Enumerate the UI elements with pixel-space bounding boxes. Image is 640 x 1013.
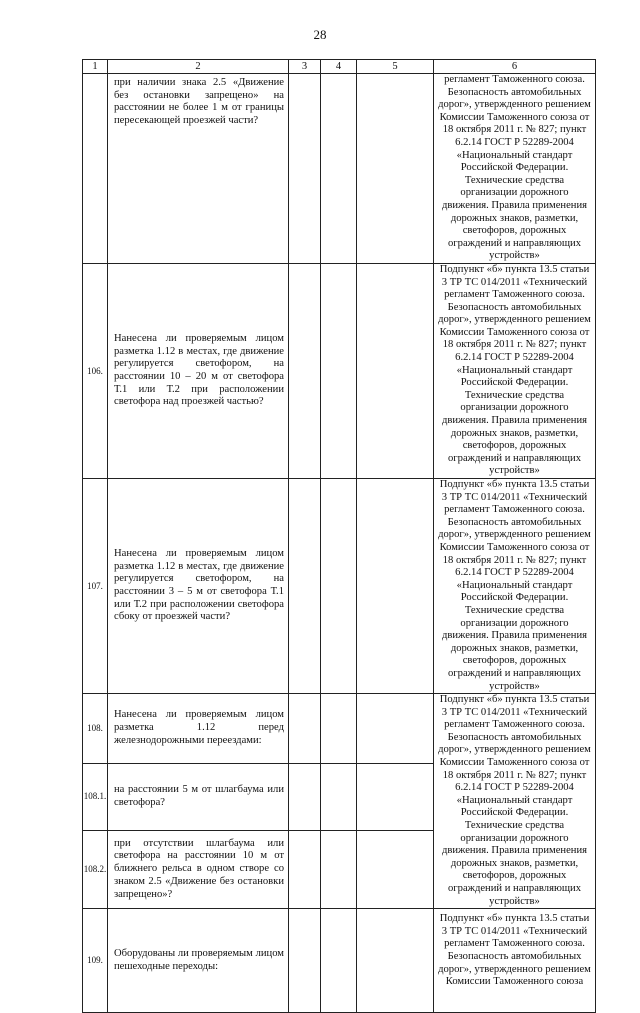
empty-cell — [321, 694, 357, 763]
table-row — [83, 74, 596, 264]
column-header: 2 — [108, 60, 289, 74]
reference-cell: регламент Таможенного союза. Безопасность автомобильных дорог», утвержденного решением Комиссии Таможенного союза от 18 октября 2011 г. № 827; пункт 6.2.14 ГОСТ Р 52289-2004 «Национальный стандарт Российской Федерации. Технические средства организации дорожного движения. Правила применения дорожных знаков, разметки, светофоров, дорожных ограждений и направляющих устройств» — [434, 74, 596, 264]
empty-cell — [321, 263, 357, 478]
empty-cell — [289, 74, 321, 264]
header-row — [83, 60, 596, 74]
empty-cell — [321, 830, 357, 908]
table-row — [83, 694, 596, 763]
page-number: 28 — [313, 27, 327, 42]
empty-cell — [357, 830, 434, 908]
table-row — [83, 263, 596, 478]
row-number: 109. — [83, 909, 108, 1013]
empty-cell — [321, 74, 357, 264]
column-header: 3 — [289, 60, 321, 74]
checklist-table — [82, 59, 596, 1013]
empty-cell — [357, 909, 434, 1013]
table-row — [83, 479, 596, 694]
reference-cell: Подпункт «б» пункта 13.5 статьи 3 ТР ТС 014/2011 «Технический регламент Таможенного союза. Безопасность автомобильных дорог», утвержденного решением Комиссии Таможенного союза от 18 октября 2011 г. № 827; пункт 6.2.14 ГОСТ Р 52289-2004 «Национальный стандарт Российской Федерации. Технические средства организации дорожного движения. Правила применения дорожных знаков, разметки, светофоров, дорожных ограждений и направляющих устройств» — [434, 694, 596, 909]
empty-cell — [289, 263, 321, 478]
empty-cell — [321, 763, 357, 830]
question-cell: Нанесена ли проверяемым лицом разметка 1.12 перед железнодорожными переездами: — [108, 694, 289, 763]
column-header: 5 — [357, 60, 434, 74]
empty-cell — [289, 909, 321, 1013]
reference-cell: Подпункт «б» пункта 13.5 статьи 3 ТР ТС 014/2011 «Технический регламент Таможенного союза. Безопасность автомобильных дорог», утвержденного решением Комиссии Таможенного союза от 18 октября 2011 г. № 827; пункт 6.2.14 ГОСТ Р 52289-2004 «Национальный стандарт Российской Федерации. Технические средства организации дорожного движения. Правила применения дорожных знаков, разметки, светофоров, дорожных ограждений и направляющих устройств» — [434, 263, 596, 478]
empty-cell — [357, 763, 434, 830]
row-number — [83, 74, 108, 264]
reference-cell: Подпункт «б» пункта 13.5 статьи 3 ТР ТС 014/2011 «Технический регламент Таможенного союза. Безопасность автомобильных дорог», утвержденного решением Комиссии Таможенного союза — [434, 909, 596, 1013]
row-number: 108. — [83, 694, 108, 763]
column-header: 4 — [321, 60, 357, 74]
table-row — [83, 909, 596, 1013]
row-number: 108.2. — [83, 830, 108, 908]
empty-cell — [321, 909, 357, 1013]
empty-cell — [357, 263, 434, 478]
row-number: 107. — [83, 479, 108, 694]
empty-cell — [289, 479, 321, 694]
question-cell: на расстоянии 5 м от шлагбаума или светофора? — [108, 763, 289, 830]
column-header: 1 — [83, 60, 108, 74]
empty-cell — [357, 74, 434, 264]
empty-cell — [289, 830, 321, 908]
empty-cell — [357, 694, 434, 763]
column-header: 6 — [434, 60, 596, 74]
row-number: 108.1. — [83, 763, 108, 830]
row-number: 106. — [83, 263, 108, 478]
question-cell: Нанесена ли проверяемым лицом разметка 1.12 в местах, где движение регулируется светофором, на расстоянии 3 – 5 м от светофора Т.1 или Т.2 при расположении светофора сбоку от проезжей части? — [108, 479, 289, 694]
reference-cell: Подпункт «б» пункта 13.5 статьи 3 ТР ТС 014/2011 «Технический регламент Таможенного союза. Безопасность автомобильных дорог», утвержденного решением Комиссии Таможенного союза от 18 октября 2011 г. № 827; пункт 6.2.14 ГОСТ Р 52289-2004 «Национальный стандарт Российской Федерации. Технические средства организации дорожного движения. Правила применения дорожных знаков, разметки, светофоров, дорожных ограждений и направляющих устройств» — [434, 479, 596, 694]
empty-cell — [321, 479, 357, 694]
question-cell: Нанесена ли проверяемым лицом разметка 1.12 в местах, где движение регулируется светофором, на расстоянии 10 – 20 м от светофора Т.1 или Т.2 при расположении светофора над проезжей частью? — [108, 263, 289, 478]
question-cell: при отсутствии шлагбаума или светофора на расстоянии 10 м от ближнего рельса в одном створе со знаком 2.5 «Движение без остановки запрещено»? — [108, 830, 289, 908]
question-cell: при наличии знака 2.5 «Движение без остановки запрещено» на расстоянии не более 1 м от границы пересекающей проезжей части? — [108, 74, 289, 264]
empty-cell — [289, 694, 321, 763]
empty-cell — [357, 479, 434, 694]
question-cell: Оборудованы ли проверяемым лицом пешеходные переходы: — [108, 909, 289, 1013]
empty-cell — [289, 763, 321, 830]
